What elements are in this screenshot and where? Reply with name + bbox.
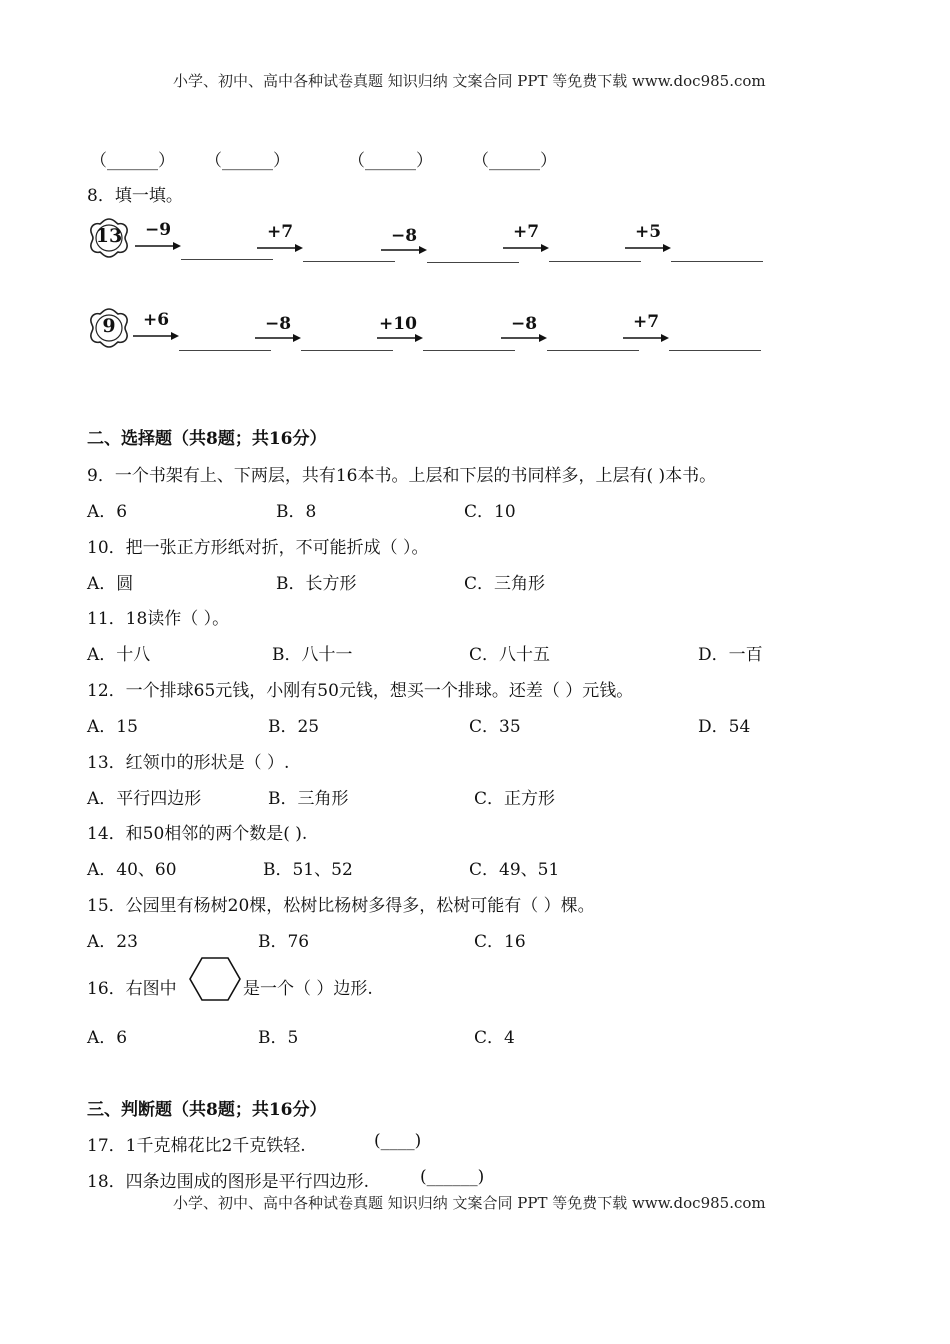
option-a[interactable]: A．40、60	[87, 860, 177, 880]
option-a[interactable]: A．15	[87, 717, 138, 737]
operation-label: +10	[379, 314, 417, 334]
option-b[interactable]: B．长方形	[276, 574, 357, 594]
question-text: 16．右图中	[87, 979, 177, 999]
option-a[interactable]: A．6	[87, 1028, 128, 1048]
arrow-right-icon	[503, 243, 549, 253]
arrow-right-icon	[133, 331, 179, 341]
question-text: 10．把一张正方形纸对折，不可能折成（ ）。	[87, 538, 429, 558]
operation-label: −8	[391, 226, 418, 246]
question-text: 12．一个排球65元钱，小刚有50元钱，想买一个排球。还差（ ）元钱。	[87, 681, 634, 701]
question-text: 15．公园里有杨树20棵，松树比杨树多得多，松树可能有（ ）棵。	[87, 896, 595, 916]
answer-blank[interactable]	[669, 332, 761, 351]
option-b[interactable]: B．三角形	[268, 789, 349, 809]
arrow-right-icon	[377, 333, 423, 343]
option-c[interactable]: C．三角形	[464, 574, 546, 594]
operation-label: +7	[267, 222, 294, 242]
answer-blank[interactable]: （______）	[472, 151, 557, 171]
section-title: 二、选择题（共8题；共16分）	[87, 429, 327, 449]
fill-chain-row-1	[87, 216, 767, 272]
arrow-right-icon	[257, 243, 303, 253]
section-title: 三、判断题（共8题；共16分）	[87, 1100, 327, 1120]
option-b[interactable]: B．5	[258, 1028, 299, 1048]
option-c[interactable]: C．正方形	[474, 789, 556, 809]
question-text: 9．一个书架有上、下两层，共有16本书。上层和下层的书同样多，上层有( )本书。	[87, 466, 717, 486]
option-b[interactable]: B．51、52	[263, 860, 353, 880]
start-number: 13	[95, 225, 123, 247]
operation-label: −8	[511, 314, 538, 334]
option-d[interactable]: D．一百	[698, 645, 763, 665]
question-text: 13．红领巾的形状是（ ）.	[87, 753, 290, 773]
option-b[interactable]: B．25	[268, 717, 320, 737]
option-d[interactable]: D．54	[698, 717, 751, 737]
option-c[interactable]: C．4	[474, 1028, 515, 1048]
arrow-right-icon	[255, 333, 301, 343]
page-header: 小学、初中、高中各种试卷真题 知识归纳 文案合同 PPT 等免费下载 www.doc985.com	[173, 72, 766, 90]
option-c[interactable]: C．49、51	[469, 860, 560, 880]
operation-label: −9	[145, 220, 172, 240]
option-c[interactable]: C．35	[469, 717, 521, 737]
operation-label: +7	[633, 312, 660, 332]
question-8-title: 8．填一填。	[87, 186, 183, 206]
question-text: 11．18读作（ ）。	[87, 609, 230, 629]
hexagon-icon	[188, 956, 242, 1002]
operation-label: −8	[265, 314, 292, 334]
option-a[interactable]: A．圆	[87, 574, 134, 594]
option-c[interactable]: C．16	[474, 932, 526, 952]
operation-label: +7	[513, 222, 540, 242]
question-text: 17．1千克棉花比2千克铁轻.	[87, 1136, 306, 1156]
question-text: 18．四条边围成的图形是平行四边形.	[87, 1172, 370, 1192]
arrow-right-icon	[381, 245, 427, 255]
answer-blank[interactable]: （______）	[205, 151, 290, 171]
fill-chain-row-2	[87, 306, 767, 362]
arrow-right-icon	[135, 241, 181, 251]
option-a[interactable]: A．平行四边形	[87, 789, 202, 809]
operation-label: +5	[635, 222, 662, 242]
arrow-right-icon	[501, 333, 547, 343]
question-text: 是一个（ ）边形.	[243, 979, 373, 999]
start-number: 9	[102, 315, 116, 337]
option-a[interactable]: A．十八	[87, 645, 151, 665]
answer-blank[interactable]: （______）	[348, 151, 433, 171]
answer-blank[interactable]: （______）	[90, 151, 175, 171]
answer-blank[interactable]: (____)	[374, 1131, 422, 1151]
answer-blank[interactable]: (______)	[420, 1167, 485, 1187]
option-a[interactable]: A．23	[87, 932, 138, 952]
option-b[interactable]: B．76	[258, 932, 310, 952]
option-c[interactable]: C．八十五	[469, 645, 551, 665]
option-a[interactable]: A．6	[87, 502, 128, 522]
page-footer: 小学、初中、高中各种试卷真题 知识归纳 文案合同 PPT 等免费下载 www.doc985.com	[173, 1194, 766, 1212]
answer-blank[interactable]	[671, 243, 763, 262]
arrow-right-icon	[623, 333, 669, 343]
option-b[interactable]: B．8	[276, 502, 317, 522]
operation-label: +6	[143, 310, 170, 330]
option-b[interactable]: B．八十一	[272, 645, 353, 665]
arrow-right-icon	[625, 243, 671, 253]
option-c[interactable]: C．10	[464, 502, 516, 522]
question-text: 14．和50相邻的两个数是( ).	[87, 824, 308, 844]
